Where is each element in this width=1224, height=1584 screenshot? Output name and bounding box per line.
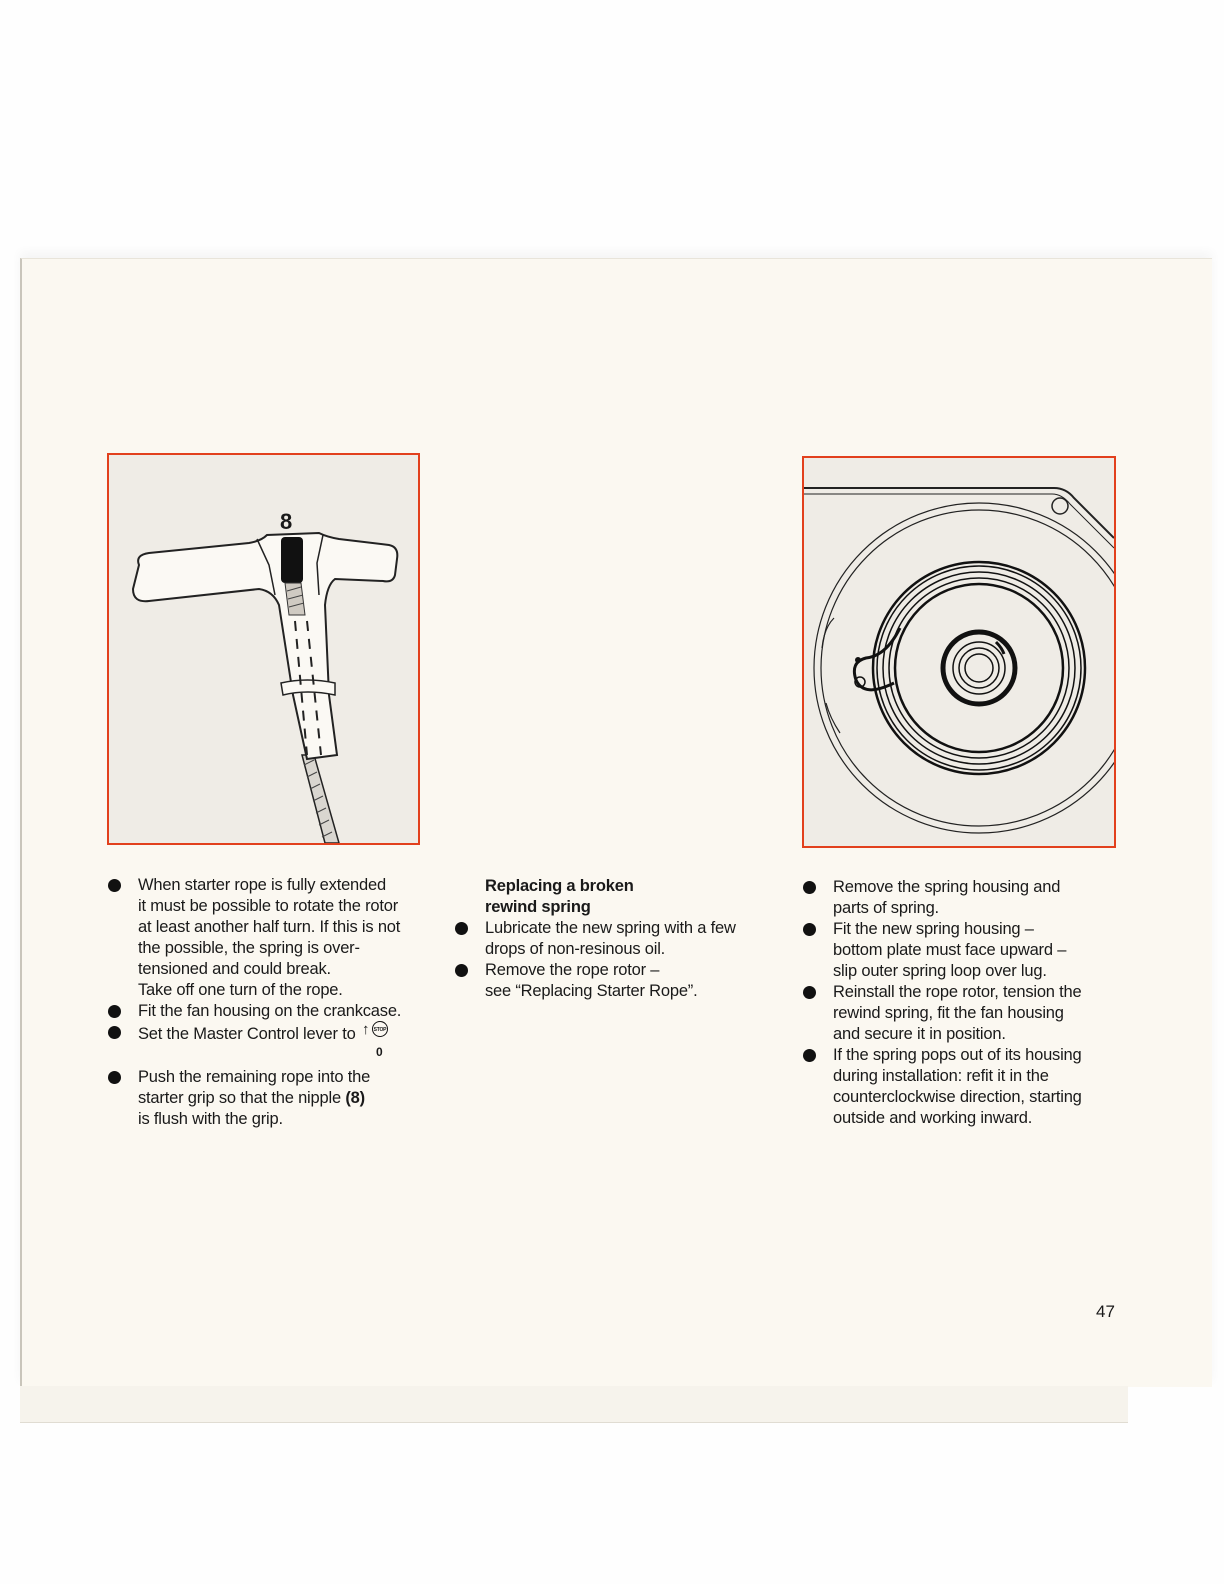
bullet-icon bbox=[803, 1049, 816, 1062]
text-line: the possible, the spring is over- bbox=[138, 939, 360, 957]
list-item bbox=[108, 1067, 428, 1130]
list-item bbox=[108, 1021, 428, 1059]
rewind-spring-figure bbox=[802, 456, 1116, 848]
stop-zero-label: 0 bbox=[375, 1045, 383, 1059]
text-line: slip outer spring loop over lug. bbox=[833, 962, 1047, 980]
reference-8: (8) bbox=[345, 1089, 365, 1107]
text-line: and secure it in position. bbox=[833, 1025, 1006, 1043]
starter-grip-illustration bbox=[109, 455, 418, 843]
text-line: If the spring pops out of its housing bbox=[833, 1046, 1082, 1064]
text-line: Remove the rope rotor – bbox=[485, 961, 660, 979]
text-line: rewind spring, fit the fan housing bbox=[833, 1004, 1064, 1022]
text-line: outside and working inward. bbox=[833, 1109, 1033, 1127]
bullet-icon bbox=[803, 923, 816, 936]
text-line: Push the remaining rope into the bbox=[138, 1068, 371, 1086]
column-2 bbox=[455, 876, 775, 1002]
bullet-icon bbox=[803, 881, 816, 894]
list-item bbox=[108, 875, 428, 1001]
text-line: drops of non-resinous oil. bbox=[485, 940, 666, 958]
text-line: bottom plate must face upward – bbox=[833, 941, 1067, 959]
list-item bbox=[803, 1045, 1123, 1129]
list-item bbox=[108, 1001, 428, 1022]
text-line: at least another half turn. If this is not bbox=[138, 918, 401, 936]
text-line: Take off one turn of the rope. bbox=[138, 981, 343, 999]
bullet-icon bbox=[108, 1071, 121, 1084]
list-item bbox=[803, 982, 1123, 1045]
text-line: during installation: refit it in the bbox=[833, 1067, 1049, 1085]
list-item bbox=[803, 919, 1123, 982]
text-line: Reinstall the rope rotor, tension the bbox=[833, 983, 1082, 1001]
text-line: it must be possible to rotate the rotor bbox=[138, 897, 399, 915]
bullet-icon bbox=[455, 964, 468, 977]
text-line: tensioned and could break. bbox=[138, 960, 331, 978]
callout-8: 8 bbox=[280, 509, 293, 534]
text-line: Fit the fan housing on the crankcase. bbox=[138, 1002, 402, 1020]
list-item bbox=[803, 877, 1123, 919]
bullet-icon bbox=[803, 986, 816, 999]
bullet-icon bbox=[455, 922, 468, 935]
starter-grip-figure bbox=[107, 453, 420, 845]
text-line: parts of spring. bbox=[833, 899, 939, 917]
text-line: is flush with the grip. bbox=[138, 1110, 283, 1128]
text-line: When starter rope is fully extended bbox=[138, 876, 386, 894]
bullet-icon bbox=[108, 879, 121, 892]
page-number: 47 bbox=[1096, 1302, 1115, 1321]
stop-position-icon bbox=[360, 1021, 390, 1059]
text-line: Fit the new spring housing – bbox=[833, 920, 1034, 938]
text-line: see “Replacing Starter Rope”. bbox=[485, 982, 698, 1000]
up-arrow-icon: ↑ bbox=[361, 1021, 370, 1038]
text-line: Lubricate the new spring with a few bbox=[485, 919, 736, 937]
list-item bbox=[455, 918, 775, 960]
bullet-icon bbox=[108, 1026, 121, 1039]
page-edge bbox=[20, 1386, 1128, 1423]
spring-housing-illustration bbox=[804, 458, 1114, 846]
text-line: Set the Master Control lever to bbox=[138, 1025, 356, 1043]
text-line: starter grip so that the nipple bbox=[138, 1089, 346, 1107]
heading-line: Replacing a broken bbox=[485, 877, 634, 895]
stop-label: STOP bbox=[372, 1021, 388, 1037]
list-item bbox=[455, 960, 775, 1002]
column-1 bbox=[108, 875, 428, 1130]
text-line: counterclockwise direction, starting bbox=[833, 1088, 1082, 1106]
bullet-icon bbox=[108, 1005, 121, 1018]
column-3 bbox=[803, 877, 1123, 1129]
section-heading bbox=[455, 876, 775, 918]
heading-line: rewind spring bbox=[485, 898, 591, 916]
text-line: Remove the spring housing and bbox=[833, 878, 1061, 896]
